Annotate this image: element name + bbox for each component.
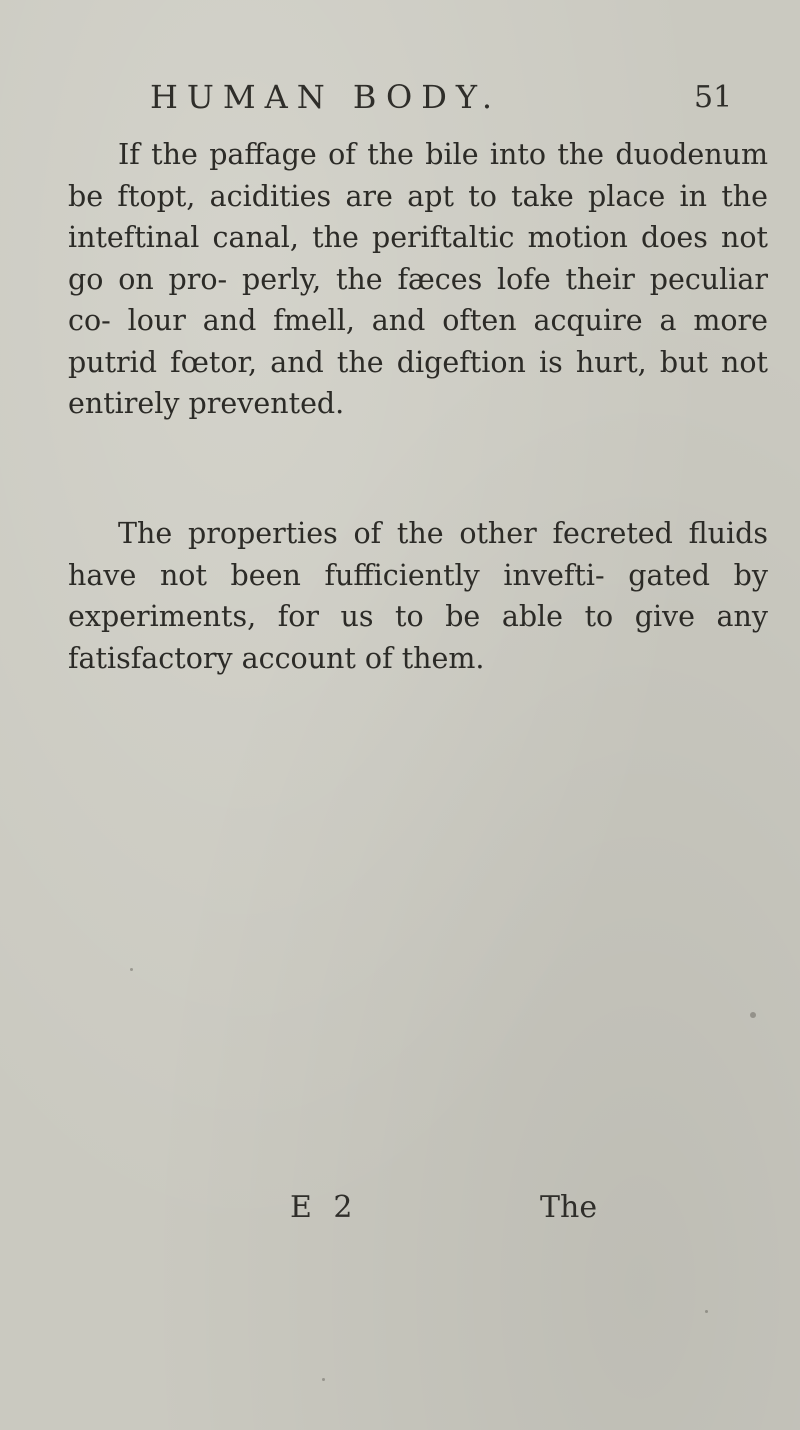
paper-speck: [750, 1012, 756, 1018]
paragraph-secreted-fluids: The properties of the other fecreted fluids have not been fufficiently invefti- gated by experiments, for us to be able to give any fatisfactory account of them.: [68, 517, 768, 675]
paper-speck: [705, 1310, 708, 1313]
catchword: The: [540, 1190, 598, 1225]
paragraph-bile-passage: If the paffage of the bile into the duodenum be ftopt, acidities are apt to take place in the inteftinal canal, the periftaltic motion does not go on pro- perly, the fæces lofe their peculiar co- lour and fmell, and often acquire a more putrid fœtor, and the digeftion is hurt, but not entirely prevented.: [68, 138, 768, 420]
page-header: [150, 78, 790, 128]
running-head: HUMAN BODY.: [150, 78, 502, 116]
paper-speck: [130, 968, 133, 971]
page-footer: [290, 1190, 770, 1240]
page-number: 51: [694, 80, 733, 115]
paper-speck: [322, 1378, 325, 1381]
signature-mark: E 2: [290, 1190, 359, 1225]
